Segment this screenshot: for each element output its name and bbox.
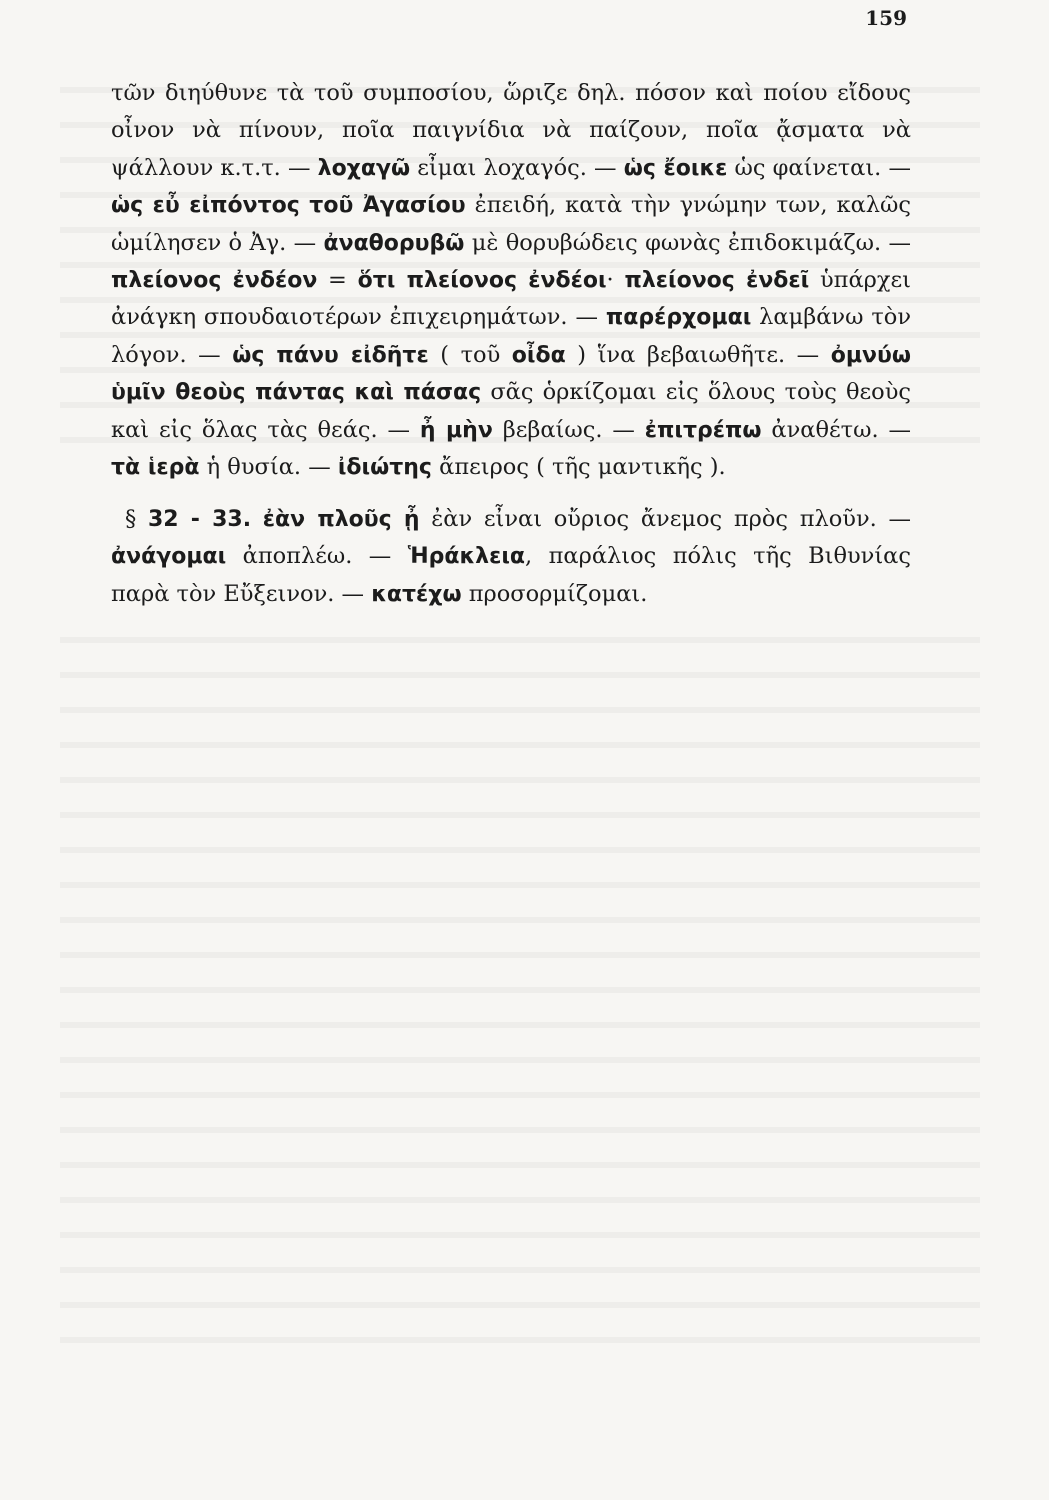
glossary-term: πλείονος ἐνδεῖ xyxy=(624,268,810,294)
glossary-term: λοχαγῶ xyxy=(317,155,411,181)
glossary-text: · xyxy=(606,267,625,294)
glossary-term: ἀναθορυβῶ xyxy=(323,230,465,256)
glossary-text: λαμβάνω τὸν λόγον. — xyxy=(111,304,911,368)
glossary-term: ἦ μὴν xyxy=(419,417,493,443)
glossary-text: σᾶς ὁρκίζομαι εἰς ὅλους τοὺς θεοὺς καὶ εἰς ὅλας τὰς θεάς. — xyxy=(111,379,911,443)
glossary-term: κατέχω xyxy=(371,581,462,607)
glossary-term: ἰδιώτης xyxy=(337,455,432,481)
glossary-text: εἶμαι λοχαγός. — xyxy=(410,154,624,181)
glossary-text: ἀναθέτω. — xyxy=(761,416,911,443)
glossary-text: = xyxy=(317,267,358,294)
glossary-text: ὡς φαίνεται. — xyxy=(727,154,911,181)
glossary-text: βεβαίως. — xyxy=(492,416,645,443)
glossary-text: ( τοῦ xyxy=(428,341,512,368)
glossary-text: ) ἵνα βεβαιωθῆτε. — xyxy=(565,341,831,368)
glossary-text: ἄπειρος ( τῆς μαντικῆς ). xyxy=(431,454,726,481)
glossary-text: ἐὰν εἶναι οὔριος ἄνεμος πρὸς πλοῦν. — xyxy=(419,506,911,532)
show-through-background-bottom xyxy=(60,610,980,1390)
glossary-term: ἐὰν πλοῦς ᾖ xyxy=(262,507,420,532)
glossary-text: ἡ θυσία. — xyxy=(199,454,338,481)
glossary-text: ἐπειδή, κατὰ τὴν γνώμην των, καλῶς ὡμίλησεν ὁ Ἀγ. — xyxy=(111,192,911,256)
glossary-term: Ἡράκλεια xyxy=(407,544,526,570)
glossary-term: ἐπιτρέπω xyxy=(644,417,762,443)
glossary-text: ὑπάρχει ἀνάγκη σπουδαιοτέρων ἐπιχειρημάτων. — xyxy=(111,267,911,331)
glossary-term: παρέρχομαι xyxy=(605,305,752,331)
glossary-text: , παράλιος πόλις τῆς Βιθυνίας παρὰ τὸν Εὔξεινον. — xyxy=(111,543,911,607)
page-number: 159 xyxy=(865,6,907,30)
glossary-text: ἀποπλέω. — xyxy=(226,543,408,570)
glossary-term: οἶδα xyxy=(511,342,566,368)
glossary-text: μὲ θορυβώδεις φωνὰς ἐπιδοκιμάζω. — xyxy=(464,229,911,256)
glossary-term: ὅτι πλείονος ἐνδέοι xyxy=(357,268,607,294)
glossary-text xyxy=(251,506,263,532)
glossary-term: τὰ ἱερὰ xyxy=(111,455,200,481)
glossary-term: 32 - 33. xyxy=(147,507,252,532)
glossary-text: § xyxy=(125,506,148,532)
glossary-term: ὀμνύω ὑμῖν θεοὺς πάντας καὶ πάσας xyxy=(111,342,911,406)
glossary-term: ὡς εὖ εἰπόντος τοῦ Ἀγασίου xyxy=(111,193,466,219)
glossary-term: ἀνάγομαι xyxy=(111,544,227,570)
glossary-term: ὡς πάνυ εἰδῆτε xyxy=(232,342,429,368)
glossary-term: ὡς ἔοικε xyxy=(623,155,728,181)
glossary-term: πλείονος ἐνδέον xyxy=(111,268,318,294)
glossary-text: προσορμίζομαι. xyxy=(461,580,648,607)
glossary-paragraph-1 xyxy=(111,75,911,486)
glossary-text: τῶν διηύθυνε τὰ τοῦ συμποσίου, ὥριζε δηλ. πόσον καὶ ποίου εἴδους οἶνον νὰ πίνουν, ποῖα παιγνίδια νὰ παίζουν, ποῖα ᾄσματα νὰ ψάλλουν κ.τ.τ. — xyxy=(111,80,911,181)
glossary-paragraph-2 xyxy=(111,501,911,613)
